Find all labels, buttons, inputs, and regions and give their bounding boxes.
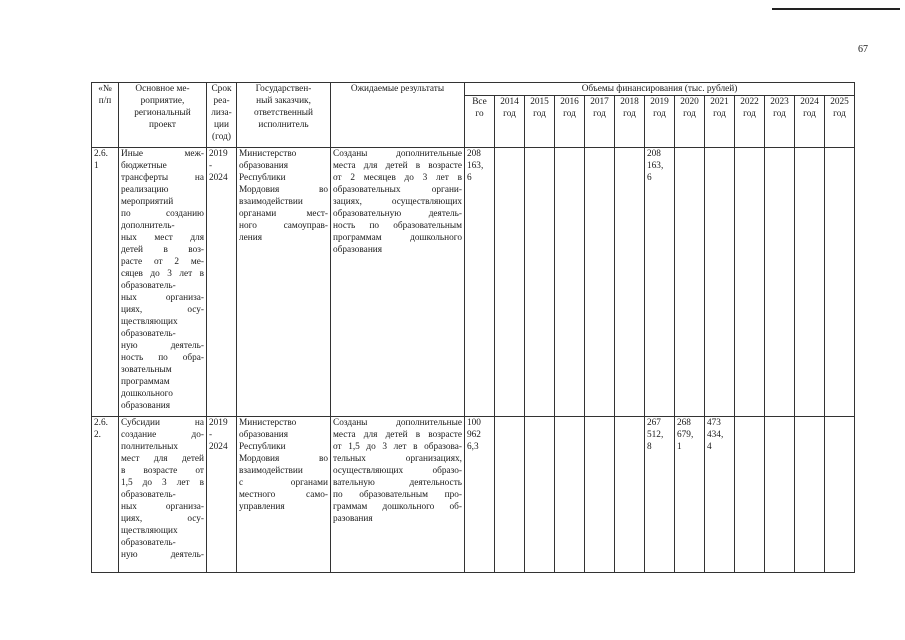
- text-line: 679,: [677, 430, 694, 440]
- row-year-2024: [795, 417, 825, 573]
- text-line: 962: [467, 430, 481, 440]
- text-line: Государствен-: [255, 84, 312, 94]
- text-line: 434,: [707, 430, 724, 440]
- text-line: Субсидии на: [121, 418, 204, 428]
- text-line: год: [833, 109, 846, 119]
- row-year-2016: [555, 148, 585, 417]
- text-line: 208: [467, 149, 481, 159]
- text-line: по образовательным про-: [333, 490, 462, 500]
- text-line: Министерство: [239, 418, 297, 428]
- text-line: бюджетные: [121, 161, 167, 171]
- text-line: ществляющих: [121, 526, 178, 536]
- text-line: 2014: [500, 97, 519, 107]
- text-line: Срок: [211, 84, 232, 94]
- table-body: [92, 148, 855, 573]
- text-line: 473: [707, 418, 721, 428]
- row-year-2022: [735, 148, 765, 417]
- text-line: по созданию: [121, 209, 204, 219]
- header-results: Ожидаемые результаты: [331, 83, 465, 148]
- table-row: [92, 148, 855, 417]
- text-line: образования: [333, 245, 383, 255]
- text-line: граммам дошкольного об-: [333, 502, 462, 512]
- text-line: взаимодействии: [239, 466, 303, 476]
- header-measure: [119, 83, 207, 148]
- row-year-2017: [585, 148, 615, 417]
- text-line: ность по обра-: [121, 353, 204, 363]
- header-year-2021: [705, 96, 735, 148]
- header-year-2020: [675, 96, 705, 148]
- text-line: зациях, осуществляющих: [333, 197, 462, 207]
- header-year-2025: [825, 96, 855, 148]
- text-line: образователь-: [121, 538, 176, 548]
- text-line: 100: [467, 418, 481, 428]
- header-financing: Объемы финансирования (тыс. рублей): [465, 83, 855, 96]
- text-line: управления: [239, 502, 285, 512]
- header-row: [92, 83, 855, 96]
- header-year-2017: [585, 96, 615, 148]
- text-line: Республики: [239, 442, 286, 452]
- row-customer: [237, 148, 331, 417]
- text-line: программам: [121, 377, 170, 387]
- text-line: год: [563, 109, 576, 119]
- text-line: Мордовия во: [239, 185, 328, 195]
- text-line: циях, осу-: [121, 305, 204, 315]
- text-line: год: [653, 109, 666, 119]
- text-line: (год): [212, 132, 231, 142]
- text-line: Мордовия во: [239, 454, 328, 464]
- header-year-2016: [555, 96, 585, 148]
- text-line: 1: [94, 161, 99, 171]
- text-line: исполнитель: [258, 120, 309, 130]
- text-line: 2016: [560, 97, 579, 107]
- text-line: Республики: [239, 173, 286, 183]
- text-line: образовательную деятель-: [333, 209, 462, 219]
- text-line: год: [713, 109, 726, 119]
- text-line: 2.6.: [94, 149, 108, 159]
- text-line: региональный: [134, 108, 191, 118]
- text-line: год: [743, 109, 756, 119]
- text-line: ную деятель-: [121, 550, 204, 560]
- text-line: образователь-: [121, 490, 176, 500]
- table-row: [92, 417, 855, 573]
- text-line: мероприятий: [121, 197, 174, 207]
- row-year-2014: [495, 417, 525, 573]
- text-line: реа-: [213, 96, 230, 106]
- text-line: 2018: [620, 97, 639, 107]
- row-year-2019: [645, 417, 675, 573]
- text-line: 512,: [647, 430, 664, 440]
- text-line: 2019: [650, 97, 669, 107]
- row-customer: [237, 417, 331, 573]
- text-line: п/п: [98, 96, 112, 106]
- text-line: органами мест-: [239, 209, 328, 219]
- financing-table: [91, 82, 855, 573]
- text-line: сяцев до 3 лет в: [121, 269, 204, 279]
- text-line: 2.: [94, 430, 101, 440]
- text-line: 6: [467, 173, 472, 183]
- text-line: создание до-: [121, 430, 204, 440]
- header-num: [92, 83, 119, 148]
- text-line: го: [475, 109, 484, 119]
- text-line: циях, осу-: [121, 514, 204, 524]
- header-year-2019: [645, 96, 675, 148]
- text-line: 2019: [209, 418, 228, 428]
- text-line: роприятие,: [140, 96, 185, 106]
- text-line: ответственный: [253, 108, 314, 118]
- text-line: взаимодействии: [239, 197, 303, 207]
- text-line: 1,5 до 3 лет в: [121, 478, 204, 488]
- text-line: 2015: [530, 97, 549, 107]
- text-line: Все: [472, 97, 487, 107]
- text-line: образования: [121, 401, 171, 411]
- text-line: мест для детей: [121, 454, 204, 464]
- header-year-2014: [495, 96, 525, 148]
- row-total: [465, 148, 495, 417]
- text-line: 208: [647, 149, 661, 159]
- row-year-2025: [825, 148, 855, 417]
- text-line: с органами: [239, 478, 328, 488]
- text-line: осуществляющих образо-: [333, 466, 462, 476]
- text-line: 2021: [710, 97, 729, 107]
- text-line: места для детей в возрасте: [333, 430, 462, 440]
- header-year-2023: [765, 96, 795, 148]
- text-line: 2024: [209, 173, 228, 183]
- text-line: год: [533, 109, 546, 119]
- header-year-2015: [525, 96, 555, 148]
- text-line: ность по образовательным: [333, 221, 462, 231]
- text-line: 2017: [590, 97, 609, 107]
- text-line: Созданы дополнительные: [333, 149, 462, 159]
- text-line: от 2 месяцев до 3 лет в: [333, 173, 462, 183]
- text-line: 2023: [770, 97, 789, 107]
- text-line: 268: [677, 418, 691, 428]
- text-line: 6: [647, 173, 652, 183]
- text-line: тельных организациях,: [333, 454, 462, 464]
- row-year-2023: [765, 417, 795, 573]
- text-line: год: [683, 109, 696, 119]
- text-line: 2020: [680, 97, 699, 107]
- text-line: ществляющих: [121, 317, 178, 327]
- text-line: 2022: [740, 97, 759, 107]
- header-year-2024: [795, 96, 825, 148]
- row-year-2015: [525, 148, 555, 417]
- text-line: 1: [677, 442, 682, 452]
- text-line: трансферты на: [121, 173, 204, 183]
- text-line: дополнитель-: [121, 221, 175, 231]
- text-line: в возрасте от: [121, 466, 204, 476]
- header-total: [465, 96, 495, 148]
- row-year-2017: [585, 417, 615, 573]
- top-rule: [772, 8, 900, 10]
- row-year-2018: [615, 148, 645, 417]
- row-results: [331, 148, 465, 417]
- row-year-2015: [525, 417, 555, 573]
- header-year-2018: [615, 96, 645, 148]
- text-line: -: [209, 161, 213, 171]
- text-line: реализацию: [121, 185, 169, 195]
- text-line: Созданы дополнительные: [333, 418, 462, 428]
- row-year-2020: [675, 148, 705, 417]
- text-line: образования: [239, 161, 289, 171]
- row-year-2018: [615, 417, 645, 573]
- text-line: Министерство: [239, 149, 297, 159]
- text-line: 2019: [209, 149, 228, 159]
- text-line: 2024: [800, 97, 819, 107]
- text-line: 8: [647, 442, 652, 452]
- text-line: 163,: [467, 161, 484, 171]
- text-line: год: [623, 109, 636, 119]
- row-term: [207, 148, 237, 417]
- row-year-2025: [825, 417, 855, 573]
- row-year-2021: [705, 417, 735, 573]
- row-year-2022: [735, 417, 765, 573]
- header-customer: [237, 83, 331, 148]
- text-line: ных организа-: [121, 502, 204, 512]
- text-line: 267: [647, 418, 661, 428]
- text-line: ный заказчик,: [256, 96, 311, 106]
- text-line: Иные меж-: [121, 149, 204, 159]
- text-line: 4: [707, 442, 712, 452]
- text-line: 163,: [647, 161, 664, 171]
- page-number: 67: [858, 44, 868, 55]
- row-measure: [119, 148, 207, 417]
- header-term: [207, 83, 237, 148]
- text-line: ных организа-: [121, 293, 204, 303]
- text-line: расте от 2 ме-: [121, 257, 204, 267]
- text-line: год: [593, 109, 606, 119]
- row-year-2019: [645, 148, 675, 417]
- text-line: ную деятель-: [121, 341, 204, 351]
- text-line: образователь-: [121, 329, 176, 339]
- text-line: вательную деятельность: [333, 478, 462, 488]
- row-year-2016: [555, 417, 585, 573]
- row-year-2020: [675, 417, 705, 573]
- text-line: проект: [149, 120, 176, 130]
- text-line: зовательным: [121, 365, 172, 375]
- row-year-2014: [495, 148, 525, 417]
- text-line: -: [209, 430, 213, 440]
- text-line: места для детей в возрасте: [333, 161, 462, 171]
- text-line: образовательных органи-: [333, 185, 462, 195]
- text-line: 2025: [830, 97, 849, 107]
- text-line: лиза-: [211, 108, 232, 118]
- text-line: образователь-: [121, 281, 176, 291]
- row-results: [331, 417, 465, 573]
- text-line: год: [503, 109, 516, 119]
- row-year-2021: [705, 148, 735, 417]
- row-num: [92, 148, 119, 417]
- header-year-2022: [735, 96, 765, 148]
- row-total: [465, 417, 495, 573]
- row-year-2023: [765, 148, 795, 417]
- text-line: детей в воз-: [121, 245, 204, 255]
- row-measure: [119, 417, 207, 573]
- text-line: местного само-: [239, 490, 328, 500]
- text-line: полнительных: [121, 442, 179, 452]
- text-line: 2.6.: [94, 418, 108, 428]
- text-line: «№: [98, 84, 112, 94]
- text-line: ного самоуправ-: [239, 221, 328, 231]
- text-line: программам дошкольного: [333, 233, 462, 243]
- row-num: [92, 417, 119, 573]
- text-line: ления: [239, 233, 262, 243]
- row-year-2024: [795, 148, 825, 417]
- text-line: ных мест для: [121, 233, 204, 243]
- text-line: от 1,5 до 3 лет в образова-: [333, 442, 462, 452]
- text-line: 6,3: [467, 442, 479, 452]
- text-line: год: [803, 109, 816, 119]
- text-line: ции: [214, 120, 229, 130]
- text-line: Основное ме-: [135, 84, 190, 94]
- text-line: дошкольного: [121, 389, 173, 399]
- text-line: 2024: [209, 442, 228, 452]
- row-term: [207, 417, 237, 573]
- text-line: образования: [239, 430, 289, 440]
- text-line: год: [773, 109, 786, 119]
- text-line: разования: [333, 514, 373, 524]
